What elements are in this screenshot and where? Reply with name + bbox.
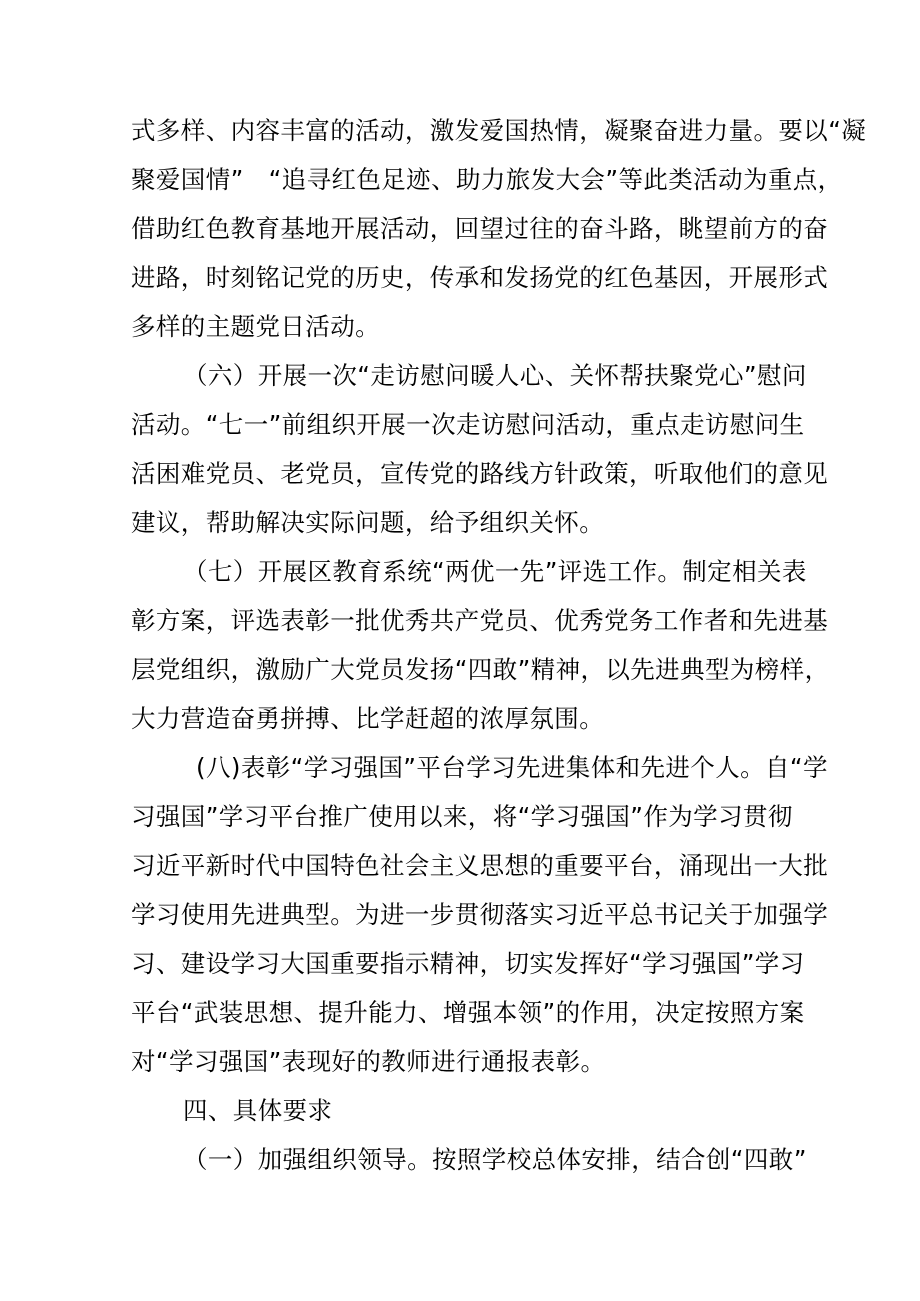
text-line: 习强国”学习平台推广使用以来，将“学习强国”作为学习贯彻 (131, 802, 793, 831)
text-line: （七）开展区教育系统“两优一先”评选工作。制定相关表 (183, 557, 807, 586)
text-line: 习、建设学习大国重要指示精神，切实发挥好“学习强国”学习 (131, 949, 805, 978)
text-line: 活动。“七一”前组织开展一次走访慰问活动，重点走访慰问生 (131, 410, 805, 439)
text-line: 建议，帮助解决实际问题，给予组织关怀。 (131, 508, 605, 537)
text-line: 多样的主题党日活动。 (131, 312, 380, 341)
text-line: 活困难党员、老党员，宣传党的路线方针政策，听取他们的意见 (131, 459, 829, 488)
text-line: (八)表彰“学习强国”平台学习先进集体和先进个人。自“学 (196, 753, 828, 782)
section-heading: 四、具体要求 (183, 1096, 333, 1125)
text-line: 进路，时刻铭记党的历史，传承和发扬党的红色基因，开展形式 (131, 263, 829, 292)
text-line: 学习使用先进典型。为进一步贯彻落实习近平总书记关于加强学 (131, 900, 829, 929)
text-line: 彰方案，评选表彰一批优秀共产党员、优秀党务工作者和先进基 (131, 606, 829, 635)
text-line: 式多样、内容丰富的活动，激发爱国热情，凝聚奋进力量。要以“凝 (131, 116, 867, 145)
text-line: 对“学习强国”表现好的教师进行通报表彰。 (131, 1047, 606, 1076)
text-line: 习近平新时代中国特色社会主义思想的重要平台，涌现出一大批 (131, 851, 829, 880)
text-line: （六）开展一次“走访慰问暖人心、关怀帮扶聚党心”慰问 (183, 361, 807, 390)
text-line: 大力营造奋勇拼搏、比学赶超的浓厚氛围。 (131, 704, 605, 733)
text-line: （一）加强组织领导。按照学校总体安排，结合创“四敢” (183, 1145, 807, 1174)
text-line: 聚爱国情” “追寻红色足迹、助力旅发大会”等此类活动为重点， (131, 165, 843, 194)
text-line: 平台“武装思想、提升能力、增强本领”的作用，决定按照方案 (131, 998, 805, 1027)
text-line: 层党组织，激励广大党员发扬“四敢”精神，以先进典型为榜样， (131, 655, 830, 684)
text-line: 借助红色教育基地开展活动，回望过往的奋斗路，眺望前方的奋 (131, 214, 829, 243)
